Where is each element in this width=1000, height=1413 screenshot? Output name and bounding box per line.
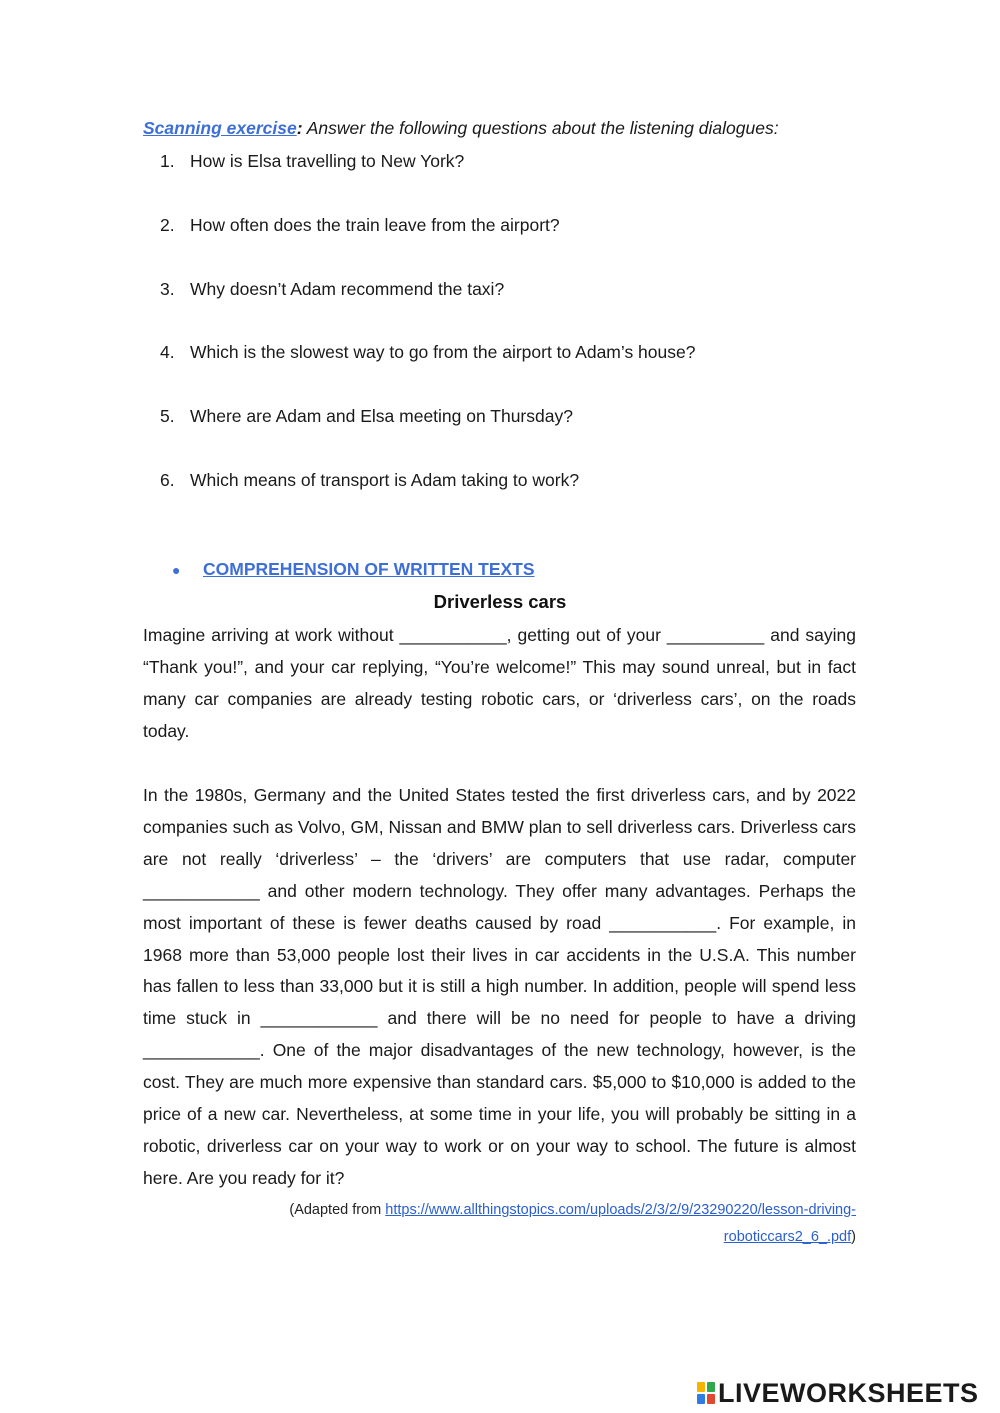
question-text: Which means of transport is Adam taking to work? — [190, 469, 580, 490]
question-number: 4. — [160, 342, 175, 363]
question-text: Which is the slowest way to go from the airport to Adam’s house? — [190, 342, 696, 363]
article-paragraph-1: Imagine arriving at work without ___________, getting out of your __________ and saying “Thank you!”, and your car replying, “You’re welcome!” This may sound unreal, but in fact many car companies are already testing robotic cars, or ‘driverless cars’, on the roads today. — [143, 625, 856, 741]
question-number: 3. — [160, 278, 175, 299]
source-suffix: ) — [851, 1228, 856, 1245]
liveworksheets-logo[interactable] — [697, 1377, 979, 1409]
question-text: Where are Adam and Elsa meeting on Thursday? — [190, 406, 573, 427]
source-citation — [236, 1197, 856, 1250]
question-number: 5. — [160, 406, 175, 427]
logo-tile — [707, 1394, 715, 1404]
logo-tile — [697, 1394, 705, 1404]
question-item — [160, 469, 695, 533]
logo-text: LIVEWORKSHEETS — [718, 1377, 979, 1408]
scanning-heading — [143, 118, 779, 139]
question-item — [160, 341, 695, 405]
article-title: Driverless cars — [433, 591, 567, 612]
question-text: Why doesn’t Adam recommend the taxi? — [190, 278, 505, 299]
question-item — [160, 150, 695, 214]
question-item — [160, 405, 695, 469]
section-heading — [172, 559, 535, 580]
question-text: How is Elsa travelling to New York? — [190, 151, 465, 171]
scanning-exercise-link[interactable]: Scanning exercise — [143, 118, 297, 138]
bullet-icon: ● — [172, 562, 181, 578]
scanning-instruction: Answer the following questions about the listening dialogues: — [302, 118, 779, 138]
logo-tile — [707, 1382, 715, 1392]
source-prefix: (Adapted from — [289, 1202, 386, 1218]
question-number: 1. — [160, 151, 175, 171]
question-item — [160, 278, 695, 342]
question-item — [160, 214, 695, 278]
logo-icon — [697, 1382, 715, 1404]
article-paragraph-2: In the 1980s, Germany and the United States tested the first driverless cars, and by 2022 companies such as Volvo, GM, Nissan and BMW plan to sell driverless cars. Driverless cars are not really ‘driverless’ – the ‘drivers’ are computers that use radar, computer ____________ and other modern technology. They offer many advantages. Perhaps the most important of these is fewer deaths caused by road ___________. For example, in 1968 more than 53,000 people lost their lives in car accidents in the U.S.A. This number has fallen to less than 33,000 but it is still a high number. In addition, people will spend less time stuck in ____________ and there will be no need for people to have a driving ____________. One of the major disadvantages of the new technology, however, is the cost. They are much more expensive than standard cars. $5,000 to $10,000 is added to the price of a new car. Nevertheless, at some time in your life, you will probably be sitting in a robotic, driverless car on your way to work or on your way to school. The future is almost here. Are you ready for it? — [143, 785, 856, 1188]
source-link[interactable]: https://www.allthingstopics.com/uploads/2/3/2/9/23290220/lesson-driving-roboticcars2_6_.pdf — [385, 1202, 856, 1245]
heading-colon: : — [296, 118, 303, 138]
question-list — [160, 150, 695, 533]
question-number: 6. — [160, 469, 175, 490]
question-number: 2. — [160, 214, 175, 235]
logo-tile — [697, 1382, 705, 1392]
question-text: How often does the train leave from the airport? — [190, 214, 560, 235]
section-title-link[interactable]: COMPREHENSION OF WRITTEN TEXTS — [203, 559, 535, 579]
